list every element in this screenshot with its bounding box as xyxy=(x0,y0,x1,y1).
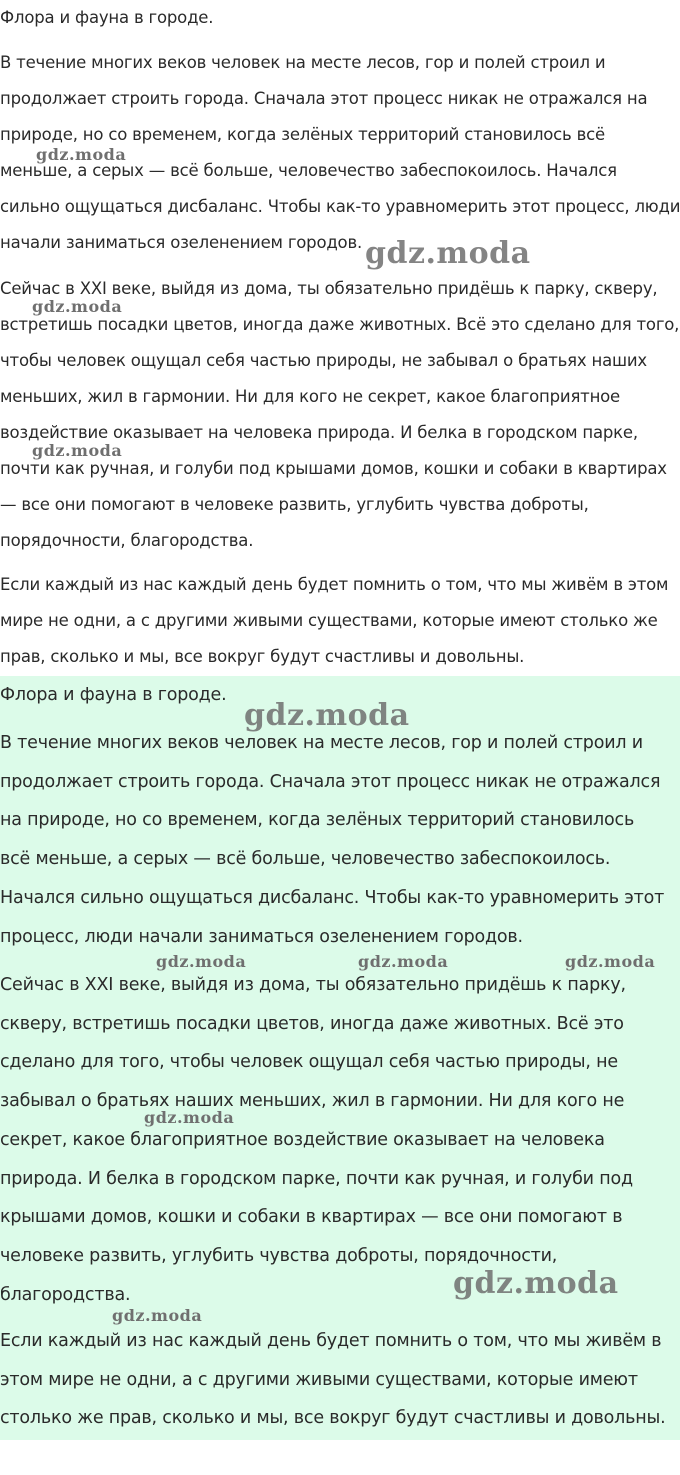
watermark-logo: gdz.moda xyxy=(565,952,656,971)
block2-p2-line: крышами домов, кошки и собаки в квартирах — все они помогают в xyxy=(0,1207,623,1228)
block2-p3-line: столько же прав, сколько и мы, все вокруг будут счастливы и довольны. xyxy=(0,1408,666,1429)
block2-p1-line: В течение многих веков человек на месте лесов, гор и полей строил и xyxy=(0,733,643,753)
watermark-logo: gdz.moda xyxy=(32,441,123,460)
block1-p3-line: Если каждый из нас каждый день будет помнить о том, что мы живём в этом xyxy=(0,575,669,594)
watermark-logo: gdz.moda xyxy=(358,952,449,971)
block2-p2-line: Сейчас в XXI веке, выйдя из дома, ты обязательно придёшь к парку, xyxy=(0,975,626,995)
watermark-logo: gdz.moda xyxy=(144,1108,235,1127)
block1-p2-line: воздействие оказывает на человека природа. И белка в городском парке, xyxy=(0,423,638,442)
watermark-logo: gdz.moda xyxy=(112,1306,203,1325)
block1-p1-line: меньше, а серых — всё больше, человечество забеспокоилось. Начался xyxy=(0,161,617,180)
block1-p2-line: Сейчас в XXI веке, выйдя из дома, ты обязательно придёшь к парку, скверу, xyxy=(0,279,658,298)
block2-paragraph-2 xyxy=(0,966,633,1314)
block1-paragraph-1 xyxy=(0,45,680,261)
block2-p2-line: благородства. xyxy=(0,1284,131,1305)
block1-p3-line: прав, сколько и мы, все вокруг будут счастливы и довольны. xyxy=(0,647,525,666)
answer-block-plain xyxy=(0,0,680,672)
block1-p2-line: почти как ручная, и голуби под крышами домов, кошки и собаки в квартирах xyxy=(0,459,667,478)
block1-p2-line: встретишь посадки цветов, иногда даже животных. Всё это сделано для того, xyxy=(0,315,680,334)
block2-p1-line: Начался сильно ощущаться дисбаланс. Чтобы как-то уравномерить этот xyxy=(0,887,665,908)
block1-p1-line: сильно ощущаться дисбаланс. Чтобы как-то уравномерить этот процесс, люди xyxy=(0,197,680,216)
block2-p1-line: продолжает строить города. Сначала этот процесс никак не отражался xyxy=(0,771,661,792)
answer-block-highlighted xyxy=(0,676,680,1440)
block1-p1-line: В течение многих веков человек на месте лесов, гор и полей строил и xyxy=(0,53,606,72)
block2-p2-line: забывал о братьях наших меньших, жил в гармонии. Ни для кого не xyxy=(0,1091,625,1112)
block2-p3-line: Если каждый из нас каждый день будет помнить о том, что мы живём в xyxy=(0,1331,662,1351)
watermark-logo: gdz.moda xyxy=(365,236,531,271)
block2-paragraph-1 xyxy=(0,724,664,956)
watermark-logo: gdz.moda xyxy=(244,698,410,733)
block1-p3-line: мире не одни, а с другими живыми существами, которые имеют столько же xyxy=(0,611,658,630)
watermark-logo: gdz.moda xyxy=(156,952,247,971)
block2-p1-line: процесс, люди начали заниматься озеленением городов. xyxy=(0,926,523,947)
block1-p2-line: меньших, жил в гармонии. Ни для кого не секрет, какое благоприятное xyxy=(0,387,621,406)
block2-p2-line: скверу, встретишь посадки цветов, иногда даже животных. Всё это xyxy=(0,1013,624,1034)
watermark-logo: gdz.moda xyxy=(36,145,127,164)
block2-p1-line: на природе, но со временем, когда зелёных территорий становилось xyxy=(0,810,635,831)
block2-title: Флора и фауна в городе. xyxy=(0,685,227,705)
block1-p1-line: продолжает строить города. Сначала этот процесс никак не отражался на xyxy=(0,89,648,108)
block2-p3-line: этом мире не одни, а с другими живыми существами, которые имеют xyxy=(0,1369,638,1390)
block1-title: Флора и фауна в городе. xyxy=(0,8,214,27)
watermark-logo: gdz.moda xyxy=(32,297,123,316)
watermark-logo: gdz.moda xyxy=(453,1266,619,1301)
block1-p2-line: порядочности, благородства. xyxy=(0,531,254,550)
block1-p2-line: чтобы человек ощущал себя частью природы, не забывал о братьях наших xyxy=(0,351,647,370)
block1-paragraph-2 xyxy=(0,271,679,559)
block1-p1-line: начали заниматься озеленением городов. xyxy=(0,233,363,252)
block2-p2-line: сделано для того, чтобы человек ощущал себя частью природы, не xyxy=(0,1052,618,1073)
block2-p1-line: всё меньше, а серых — всё больше, человечество забеспокоилось. xyxy=(0,849,611,870)
block1-p1-line: природе, но со временем, когда зелёных территорий становилось всё xyxy=(0,125,605,144)
block2-paragraph-3 xyxy=(0,1322,665,1438)
block2-p2-line: природа. И белка в городском парке, почти как ручная, и голуби под xyxy=(0,1168,633,1189)
block1-paragraph-3 xyxy=(0,567,668,675)
block1-p2-line: — все они помогают в человеке развить, углубить чувства доброты, xyxy=(0,495,589,514)
block2-p2-line: человеке развить, углубить чувства доброты, порядочности, xyxy=(0,1245,558,1266)
block2-p2-line: секрет, какое благоприятное воздействие оказывает на человека xyxy=(0,1129,605,1150)
